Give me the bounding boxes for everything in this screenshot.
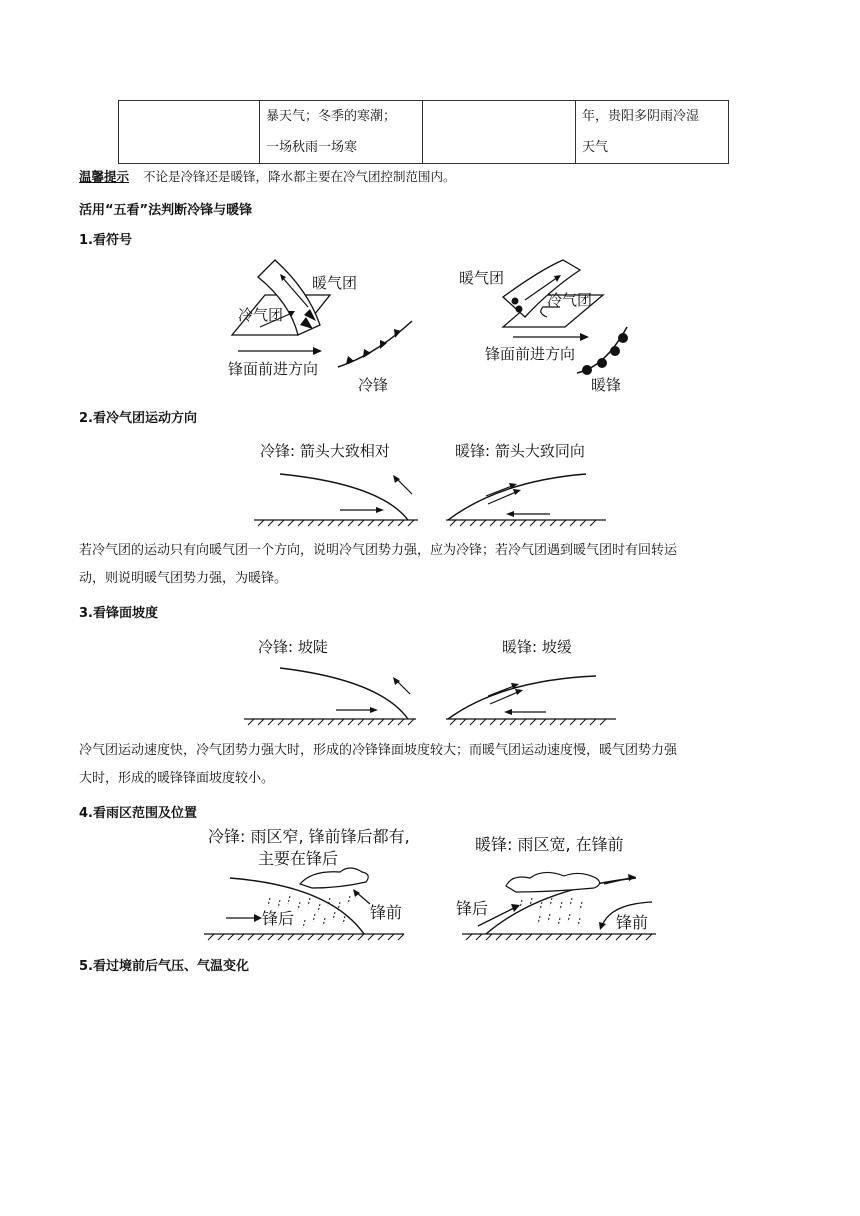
arrowhead (580, 333, 589, 341)
cloud (300, 868, 368, 888)
front-slope-figure (240, 632, 620, 730)
arrowhead (376, 507, 384, 513)
table-cell (260, 101, 423, 164)
table-cell (576, 101, 729, 164)
arrowhead (370, 707, 378, 713)
front-label: 冷锋 (358, 376, 389, 394)
direction-label: 锋面前进方向 (485, 345, 576, 363)
ground-hatch (466, 934, 652, 940)
front-semicircle (516, 306, 523, 313)
arrowhead (393, 677, 400, 685)
cell-line: 暴天气；冬季的寒潮； (266, 109, 397, 124)
ground-hatch (450, 520, 596, 526)
warm-behind-label: 锋后 (456, 899, 489, 918)
warm-front-surface (448, 474, 586, 520)
arrowhead (313, 347, 322, 355)
cold-ahead-label: 锋前 (370, 903, 403, 922)
warm-mass-label: 暖气团 (459, 269, 505, 287)
cell-line: 一场秋雨一场寒 (266, 140, 358, 155)
warm-caption: 暖锋: 箭头大致同向 (455, 442, 585, 460)
cold-front-surface (280, 474, 408, 520)
section-heading: 1.看符号 (79, 233, 132, 248)
cell-line: 年，贵阳多阴雨冷湿 (582, 109, 700, 124)
warm-caption: 暖锋: 雨区宽, 在锋前 (475, 835, 624, 854)
cloud (506, 872, 600, 892)
arrowhead (393, 475, 400, 483)
warm-mass-label: 暖气团 (312, 274, 358, 292)
front-semicircle (610, 346, 620, 356)
cold-front-surface (280, 668, 408, 719)
front-label: 暖锋 (591, 376, 622, 394)
arrowhead (506, 511, 514, 517)
section-heading: 3.看锋面坡度 (79, 606, 158, 621)
table-cell (423, 101, 576, 164)
paragraph-line: 大时，形成的暖锋锋面坡度较小。 (79, 771, 275, 786)
front-semicircle (618, 333, 628, 343)
cold-caption: 冷锋: 箭头大致相对 (260, 442, 390, 460)
air-mass-direction-figure (250, 436, 610, 531)
front-triangle (394, 329, 401, 338)
table-row (119, 101, 729, 164)
tip-line (79, 163, 456, 191)
paragraph-line: 动，则说明暖气团势力强，为暖锋。 (79, 571, 288, 586)
warm-air-arrow (396, 478, 412, 494)
section-heading: 5.看过境前后气压、气温变化 (79, 959, 249, 974)
rain-area-figure (200, 822, 660, 944)
ground-hatch (258, 520, 414, 526)
ground-hatch (248, 719, 414, 725)
section-heading: 4.看雨区范围及位置 (79, 806, 197, 821)
table-cell (119, 101, 260, 164)
main-heading: 活用“五看”法判断冷锋与暖锋 (79, 203, 253, 218)
warm-air-arrow (488, 686, 514, 696)
arrowhead (504, 709, 512, 715)
arrowhead (599, 922, 606, 930)
front-semicircle (597, 358, 607, 368)
ground-hatch (450, 719, 606, 725)
paragraph-line: 冷气团运动速度快，冷气团势力强大时，形成的冷锋锋面坡度较大；而暖气团运动速度慢，暖气团势力强 (79, 743, 678, 758)
arrowhead (254, 914, 262, 922)
tip-text: 不论是冷锋还是暖锋，降水都主要在冷气团控制范围内。 (143, 169, 456, 184)
warm-air-arrow (604, 878, 630, 884)
cold-behind-label: 锋后 (262, 909, 295, 928)
cold-front-symbol-figure (220, 255, 420, 397)
climate-table (118, 100, 729, 164)
front-semicircle (582, 365, 592, 375)
cold-caption: 冷锋: 坡陡 (258, 638, 328, 656)
warm-air-arrow (486, 486, 512, 496)
rain-lines (520, 898, 582, 926)
paragraph-line: 若冷气团的运动只有向暖气团一个方向，说明冷气团势力强，应为冷锋；若冷气团遇到暖气团时有回转运 (79, 543, 678, 558)
warm-ahead-label: 锋前 (616, 913, 649, 932)
arrowhead (515, 689, 523, 695)
direction-label: 锋面前进方向 (228, 360, 319, 378)
tip-title: 温馨提示 (79, 169, 130, 184)
arrowhead (628, 874, 636, 881)
arrowhead (353, 889, 360, 897)
cell-line: 天气 (582, 140, 609, 155)
warm-caption: 暖锋: 坡缓 (502, 638, 572, 656)
cold-caption-line1: 冷锋: 雨区窄, 锋前锋后都有, (208, 827, 410, 846)
front-semicircle (512, 298, 519, 305)
cold-mass-label: 冷气团 (238, 306, 284, 324)
cold-mass-label: 冷气团 (547, 291, 593, 309)
section-heading: 2.看冷气团运动方向 (79, 411, 197, 426)
front-triangle (363, 349, 371, 358)
arrowhead (513, 489, 521, 495)
warm-front-symbol-figure (455, 255, 645, 397)
ground-hatch (208, 934, 404, 940)
cold-caption-line2: 主要在锋后 (258, 849, 339, 868)
